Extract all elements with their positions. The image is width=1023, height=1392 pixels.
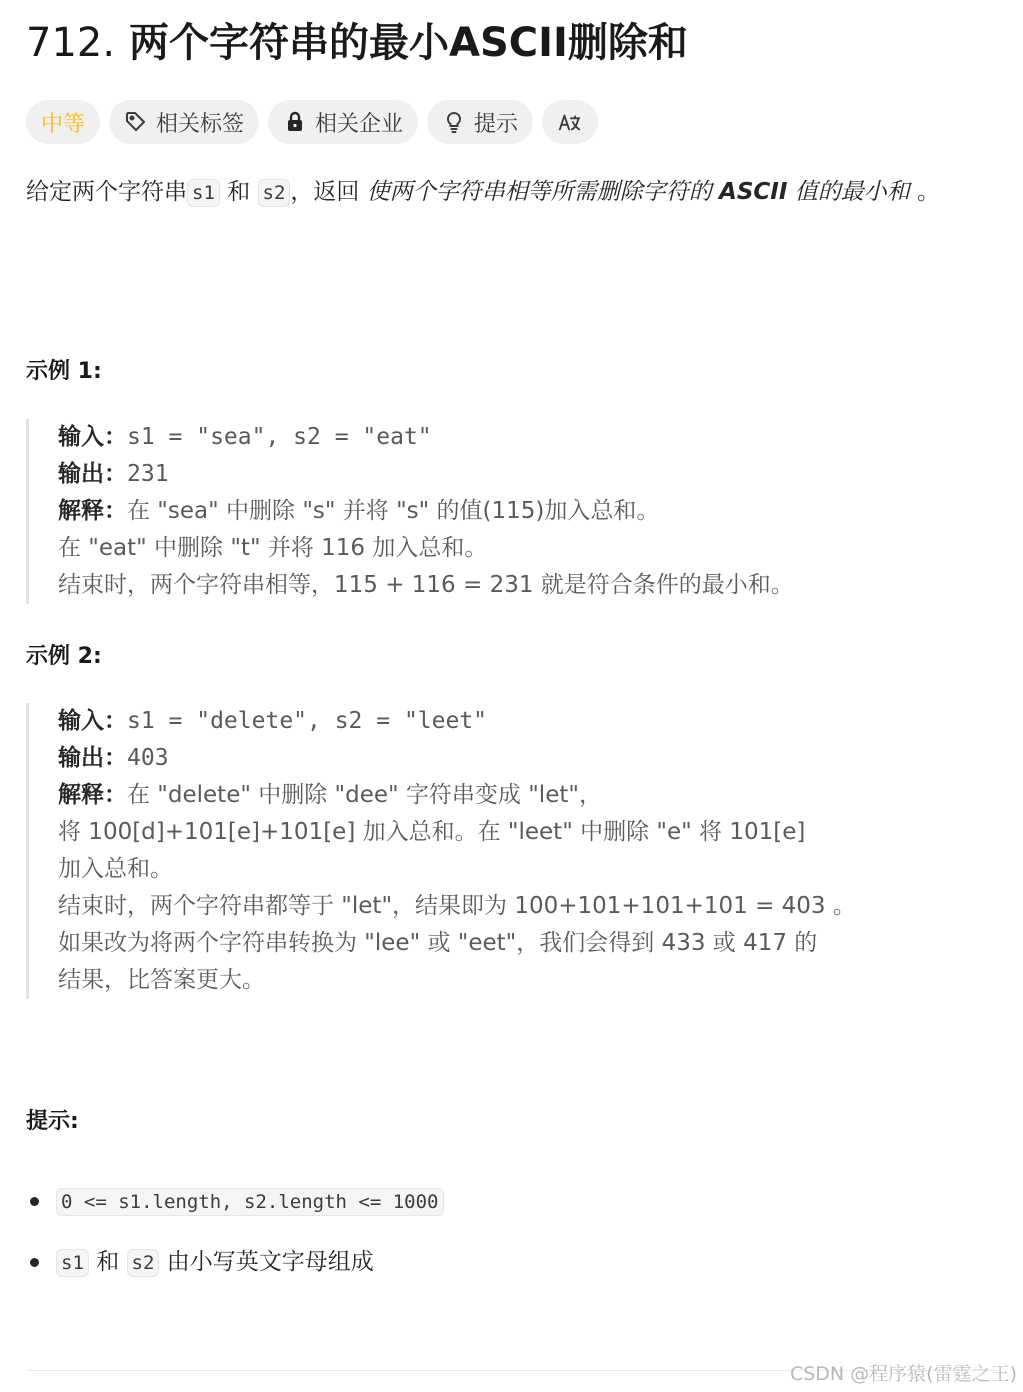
example-2-title: 示例 2: [26, 644, 102, 669]
example-2-explanation-2: 将 100[d]+101[e]+101[e] 加入总和。在 "leet" 中删除 "e" 将 101[e] [58, 819, 806, 845]
difficulty-badge[interactable] [26, 100, 100, 144]
related-tags-button[interactable] [109, 100, 259, 144]
example-1-explanation-3: 结束时，两个字符串相等，115 + 116 = 231 就是符合条件的最小和。 [58, 572, 794, 598]
example-2-explanation-5: 如果改为将两个字符串转换为 "lee" 或 "eet"，我们会得到 433 或 417 的 [58, 930, 818, 956]
tag-icon [124, 110, 148, 134]
code-s2: s2 [258, 179, 291, 207]
list-item: s1 和 s2 由小写英文字母组成 [26, 1243, 1006, 1282]
example-2-output: 输出：403 [58, 745, 169, 771]
example-2-input: 输入：s1 = "delete", s2 = "leet" [58, 708, 488, 734]
list-item [26, 1182, 1006, 1221]
difficulty-label: 中等 [41, 111, 86, 137]
problem-description: 给定两个字符串 s1 和 s2 ，返回 使两个字符串相等所需删除字符的 ASCII 值的最小和 。 [26, 179, 941, 205]
constraints-list [26, 1182, 1006, 1282]
example-1-title: 示例 1: [26, 359, 102, 384]
example-2-explanation-6: 结果，比答案更大。 [58, 967, 265, 993]
example-2-explanation: 解释：在 "delete" 中删除 "dee" 字符串变成 "let"， [58, 782, 602, 808]
constraint-length: 0 <= s1.length, s2.length <= 1000 [56, 1188, 444, 1216]
tag-bar [26, 100, 598, 144]
translate-button[interactable] [542, 100, 598, 144]
page-title [26, 14, 1006, 72]
example-2-explanation-4: 结束时，两个字符串都等于 "let"，结果即为 100+101+101+101 = 403 。 [58, 893, 856, 919]
example-1-block [26, 419, 1006, 604]
watermark: CSDN @程序猿(雷霆之王) [789, 1363, 1017, 1385]
example-1-input: 输入：s1 = "sea", s2 = "eat" [58, 424, 432, 450]
related-companies-button[interactable] [268, 100, 418, 144]
related-companies-label: 相关企业 [315, 111, 404, 137]
example-1-explanation-2: 在 "eat" 中删除 "t" 并将 116 加入总和。 [58, 535, 488, 561]
example-2-explanation-3: 加入总和。 [58, 856, 173, 882]
translate-icon [558, 110, 582, 134]
example-1-explanation: 解释：在 "sea" 中删除 "s" 并将 "s" 的值(115)加入总和。 [58, 498, 660, 524]
hint-label: 提示 [474, 111, 519, 137]
problem-page [26, 14, 1006, 1275]
lock-icon [283, 110, 307, 134]
problem-number: 712. [26, 20, 116, 66]
code-s1: s1 [187, 179, 220, 207]
lightbulb-icon [442, 110, 466, 134]
problem-title: 两个字符串的最小ASCII删除和 [129, 20, 688, 66]
related-tags-label: 相关标签 [156, 111, 245, 137]
hint-button[interactable] [427, 100, 533, 144]
example-2-block [26, 703, 1006, 999]
example-1-output: 输出：231 [58, 461, 169, 487]
constraints-title: 提示: [26, 1109, 79, 1134]
